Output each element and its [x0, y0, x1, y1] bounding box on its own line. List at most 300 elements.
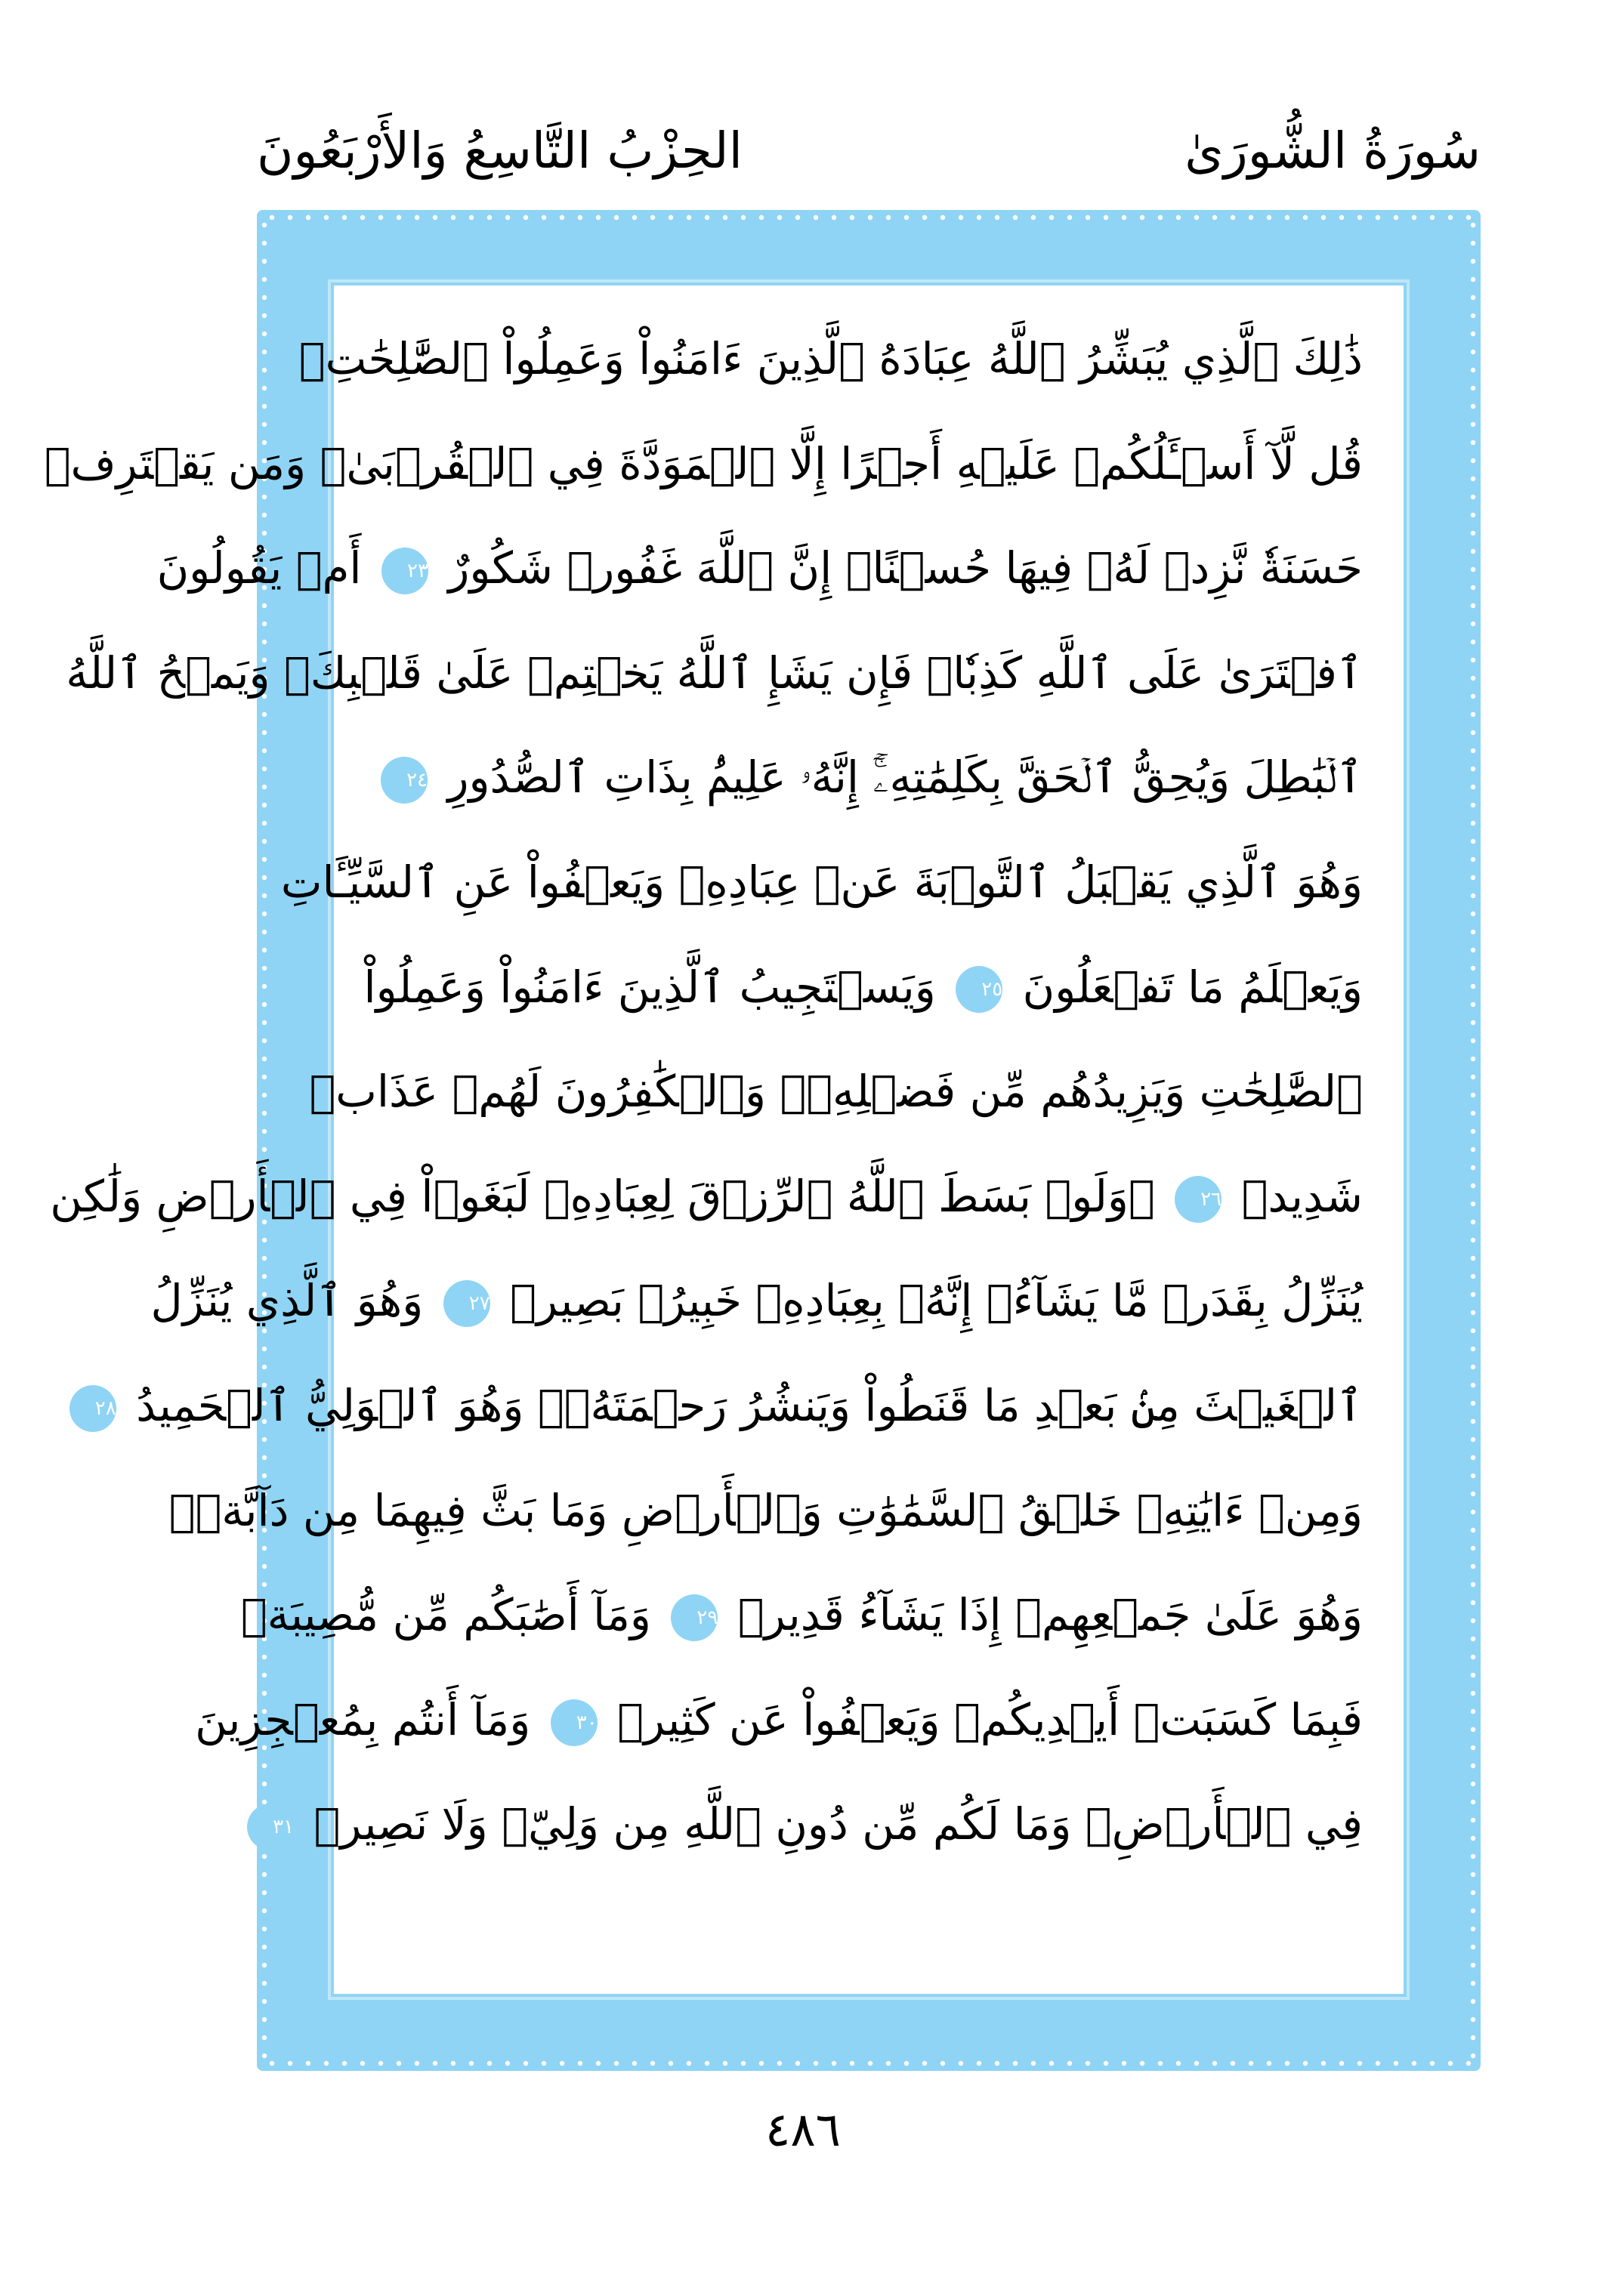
frame-dot	[262, 1020, 267, 1025]
frame-dot	[922, 2061, 927, 2066]
frame-dot	[1471, 277, 1475, 282]
frame-dot	[560, 215, 564, 220]
frame-dot	[1471, 1474, 1475, 1478]
frame-dot	[378, 2061, 383, 2066]
page-number: ٤٨٦	[765, 2102, 841, 2157]
frame-dot	[777, 215, 782, 220]
frame-dot	[687, 2061, 691, 2066]
frame-dot	[650, 2061, 655, 2066]
frame-dot	[324, 215, 329, 220]
frame-dot	[1471, 1872, 1475, 1877]
frame-dot	[904, 2061, 909, 2066]
frame-dot	[759, 215, 764, 220]
frame-dot	[1104, 215, 1108, 220]
surah-title: سُورَةُ الشُّورَىٰ	[1184, 122, 1481, 180]
frame-dot	[596, 2061, 601, 2066]
frame-dot	[1471, 1238, 1475, 1242]
frame-dot	[262, 748, 267, 753]
frame-dot	[1471, 1093, 1475, 1097]
frame-dot	[1321, 2061, 1326, 2066]
frame-dot	[1471, 1564, 1475, 1569]
frame-dot	[1086, 215, 1090, 220]
frame-dot	[1471, 386, 1475, 390]
frame-dot	[1448, 2061, 1453, 2066]
verse-text: قُل لَّآ أَسۡـَٔلُكُمۡ عَلَيۡهِ أَجۡرًا إِلَّا ٱلۡمَوَدَّةَ فِي ٱلۡقُرۡبَىٰۗ وَمَن يَقۡتَرِفۡ	[44, 437, 1363, 489]
verse-number-marker: ٢٩	[671, 1594, 718, 1641]
text-line	[298, 307, 1363, 412]
frame-dot	[596, 215, 601, 220]
frame-dot	[832, 2061, 836, 2066]
frame-dot	[1471, 1818, 1475, 1822]
frame-dot	[1249, 215, 1253, 220]
frame-dot	[262, 1129, 267, 1134]
frame-dot	[1471, 531, 1475, 535]
frame-dot	[1471, 1600, 1475, 1605]
frame-dot	[469, 2061, 474, 2066]
frame-dot	[759, 2061, 764, 2066]
frame-dot	[1471, 1057, 1475, 1061]
frame-dot	[262, 368, 267, 372]
frame-dot	[262, 350, 267, 354]
text-line	[50, 1144, 1363, 1249]
frame-dot	[687, 215, 691, 220]
frame-dot	[1471, 1546, 1475, 1551]
frame-dot	[1471, 2035, 1475, 2040]
frame-dot	[288, 2061, 292, 2066]
frame-dot	[1471, 1310, 1475, 1315]
frame-dot	[814, 2061, 818, 2066]
text-line	[94, 1353, 1363, 1458]
frame-dot	[977, 2061, 981, 2066]
frame-dot	[959, 215, 963, 220]
frame-dot	[262, 386, 267, 390]
frame-dot	[262, 332, 267, 336]
frame-dot	[1471, 930, 1475, 934]
text-line	[44, 412, 1363, 517]
frame-dot	[1176, 215, 1181, 220]
frame-dot	[1376, 2061, 1380, 2066]
frame-dot	[1471, 2017, 1475, 2022]
frame-dot	[262, 1057, 267, 1061]
frame-dot	[1430, 215, 1435, 220]
frame-dot	[1471, 1455, 1475, 1460]
frame-dot	[469, 215, 474, 220]
frame-dot	[1471, 1709, 1475, 1714]
frame-dot	[1471, 1727, 1475, 1732]
frame-dot	[1471, 1890, 1475, 1895]
frame-dot	[1471, 1764, 1475, 1768]
page-header	[257, 113, 1481, 196]
frame-dot	[487, 215, 492, 220]
verse-number-marker: ٣٠	[551, 1699, 598, 1746]
frame-dot	[262, 404, 267, 409]
frame-dot	[1466, 215, 1471, 220]
frame-dot	[487, 2061, 492, 2066]
frame-dot	[777, 2061, 782, 2066]
frame-dot	[542, 2061, 546, 2066]
frame-dot	[886, 215, 891, 220]
frame-dot	[1158, 2061, 1163, 2066]
verse-text: ٱفۡتَرَىٰ عَلَى ٱللَّهِ كَذِبٗاۖ فَإِن يَشَإِ ٱللَّهُ يَخۡتِمۡ عَلَىٰ قَلۡبِكَۗ وَيَمۡحُ ٱللَّهُ	[66, 647, 1363, 699]
frame-dot	[1321, 215, 1326, 220]
text-line	[66, 621, 1363, 726]
frame-dot	[705, 2061, 709, 2066]
verse-text: وَهُوَ ٱلَّذِي يُنَزِّلُ	[150, 1275, 424, 1327]
frame-dot	[1466, 2061, 1471, 2066]
frame-dot	[1067, 2061, 1072, 2066]
frame-dot	[1031, 2061, 1036, 2066]
frame-dot	[1471, 1909, 1475, 1913]
verse-text: وَمَآ أَنتُم بِمُعۡجِزِينَ	[195, 1693, 531, 1745]
frame-dot	[1471, 567, 1475, 572]
frame-dot	[1471, 984, 1475, 989]
frame-dot	[1471, 1220, 1475, 1224]
verse-text: وَيَعۡلَمُ مَا تَفۡعَلُونَ	[1022, 961, 1363, 1013]
frame-dot	[1471, 1183, 1475, 1188]
frame-dot	[1471, 422, 1475, 427]
frame-dot	[1339, 215, 1344, 220]
frame-dot	[1471, 1963, 1475, 1967]
frame-dot	[1471, 1075, 1475, 1079]
frame-dot	[1303, 2061, 1308, 2066]
text-line	[280, 830, 1363, 935]
frame-dot	[1412, 215, 1416, 220]
verse-text: فَبِمَا كَسَبَتۡ أَيۡدِيكُمۡ وَيَعۡفُواْ عَن كَثِيرٖ	[617, 1693, 1363, 1745]
frame-dot	[262, 1075, 267, 1079]
frame-dot	[262, 912, 267, 916]
frame-dot	[1471, 785, 1475, 789]
frame-dot	[262, 893, 267, 898]
frame-dot	[415, 215, 419, 220]
frame-dot	[342, 215, 347, 220]
frame-dot	[1471, 241, 1475, 245]
frame-dot	[1471, 640, 1475, 644]
text-line	[168, 1458, 1363, 1563]
frame-dot	[578, 2061, 582, 2066]
frame-dot	[1471, 1020, 1475, 1025]
frame-dot	[262, 839, 267, 844]
frame-dot	[342, 2061, 347, 2066]
frame-dot	[1471, 1981, 1475, 1986]
frame-dot	[850, 2061, 854, 2066]
frame-dot	[378, 215, 383, 220]
frame-dot	[705, 215, 709, 220]
quran-text-area	[44, 285, 1404, 1994]
verse-number-marker: ٢٨	[69, 1385, 116, 1432]
frame-dot	[1471, 1945, 1475, 1949]
frame-dot	[270, 215, 274, 220]
frame-dot	[1086, 2061, 1090, 2066]
frame-dot	[262, 803, 267, 807]
frame-dot	[1471, 477, 1475, 481]
frame-dot	[1471, 676, 1475, 680]
frame-dot	[1471, 1329, 1475, 1333]
frame-dot	[1471, 440, 1475, 445]
verse-text: ۞وَلَوۡ بَسَطَ ٱللَّهُ ٱلرِّزۡقَ لِعِبَادِهِۦ لَبَغَوۡاْ فِي ٱلۡأَرۡضِ وَلَٰكِن	[50, 1170, 1155, 1222]
frame-dot	[1471, 1202, 1475, 1206]
frame-dot	[1471, 748, 1475, 753]
frame-dot	[1471, 1619, 1475, 1623]
frame-dot	[1471, 1437, 1475, 1442]
frame-dot	[741, 215, 746, 220]
frame-dot	[1471, 1637, 1475, 1641]
frame-dot	[397, 215, 401, 220]
verse-text: وَمِنۡ ءَايَٰتِهِۦ خَلۡقُ ٱلسَّمَٰوَٰتِ وَٱلۡأَرۡضِ وَمَا بَثَّ فِيهِمَا مِن دَآبَّةٖۚ	[168, 1484, 1363, 1536]
frame-dot	[1471, 912, 1475, 916]
frame-dot	[1471, 1528, 1475, 1532]
frame-dot	[723, 2061, 727, 2066]
frame-dot	[723, 215, 727, 220]
verse-number-marker: ٢٤	[381, 757, 428, 804]
frame-dot	[1471, 1582, 1475, 1587]
frame-dot	[306, 215, 310, 220]
frame-dot	[288, 215, 292, 220]
frame-dot	[262, 2017, 267, 2022]
frame-dot	[940, 215, 945, 220]
frame-dot	[1357, 2061, 1362, 2066]
frame-dot	[1471, 1782, 1475, 1786]
frame-dot	[1176, 2061, 1181, 2066]
verse-number-marker: ٣١	[247, 1804, 294, 1850]
frame-dot	[415, 2061, 419, 2066]
frame-dot	[814, 215, 818, 220]
frame-dot	[1471, 1401, 1475, 1406]
text-line	[309, 1039, 1363, 1144]
verse-text: وَهُوَ عَلَىٰ جَمۡعِهِمۡ إِذَا يَشَآءُ قَدِيرٞ	[737, 1589, 1363, 1641]
frame-dot	[262, 241, 267, 245]
frame-dot	[632, 215, 637, 220]
verse-text: شَدِيدٞ	[1241, 1170, 1363, 1222]
frame-dot	[1471, 1492, 1475, 1496]
frame-dot	[1471, 857, 1475, 862]
frame-dot	[1471, 1038, 1475, 1043]
frame-dot	[1471, 585, 1475, 590]
verse-text: حَسَنَةٗ نَّزِدۡ لَهُۥ فِيهَا حُسۡنًاۚ إِنَّ ٱللَّهَ غَفُورٞ شَكُورٌ	[448, 542, 1363, 594]
frame-dot	[1122, 215, 1126, 220]
frame-dot	[1471, 603, 1475, 608]
frame-dot	[505, 2061, 510, 2066]
verse-number-marker: ٢٦	[1175, 1176, 1221, 1223]
frame-dot	[270, 2061, 274, 2066]
frame-dot	[1471, 1002, 1475, 1007]
frame-dot	[614, 2061, 619, 2066]
verse-text: ٱلۡغَيۡثَ مِنۢ بَعۡدِ مَا قَنَطُواْ وَيَنشُرُ رَحۡمَتَهُۥۚ وَهُوَ ٱلۡوَلِيُّ ٱلۡحَمِيدُ	[136, 1379, 1363, 1431]
frame-dot	[632, 2061, 637, 2066]
frame-dot	[1471, 259, 1475, 264]
frame-dot	[262, 1909, 267, 1913]
frame-dot	[1471, 966, 1475, 971]
verse-text: وَهُوَ ٱلَّذِي يَقۡبَلُ ٱلتَّوۡبَةَ عَنۡ عِبَادِهِۦ وَيَعۡفُواْ عَنِ ٱلسَّيِّـَٔاتِ	[280, 856, 1363, 908]
frame-dot	[1394, 2061, 1398, 2066]
frame-dot	[1471, 767, 1475, 771]
hizb-title: الحِزْبُ التَّاسِعُ وَالأَرْبَعُونَ	[257, 122, 743, 180]
frame-dot	[959, 2061, 963, 2066]
frame-dot	[1140, 2061, 1144, 2066]
frame-dot	[324, 2061, 329, 2066]
frame-dot	[1104, 2061, 1108, 2066]
frame-dot	[1013, 215, 1018, 220]
frame-dot	[262, 1927, 267, 1931]
frame-dot	[1471, 1256, 1475, 1261]
frame-dot	[1049, 215, 1054, 220]
frame-dot	[1471, 821, 1475, 826]
frame-dot	[995, 2061, 999, 2066]
verse-text: فِي ٱلۡأَرۡضِۖ وَمَا لَكُم مِّن دُونِ ٱللَّهِ مِن وَلِيّٖ وَلَا نَصِيرٖ	[313, 1798, 1363, 1850]
frame-dot	[1013, 2061, 1018, 2066]
frame-dot	[1471, 495, 1475, 499]
frame-dot	[1471, 513, 1475, 517]
verse-number-marker: ٢٥	[956, 966, 1002, 1013]
frame-dot	[1471, 622, 1475, 626]
frame-dot	[1471, 658, 1475, 662]
frame-dot	[1158, 215, 1163, 220]
frame-dot	[433, 215, 437, 220]
frame-dot	[262, 966, 267, 971]
frame-dot	[262, 984, 267, 989]
frame-dot	[262, 1111, 267, 1116]
frame-dot	[1471, 458, 1475, 463]
frame-dot	[1471, 893, 1475, 898]
verse-text: وَمَآ أَصَٰبَكُم مِّن مُّصِيبَةٖ	[240, 1589, 651, 1641]
frame-dot	[1471, 839, 1475, 844]
frame-dot	[669, 2061, 673, 2066]
frame-dot	[262, 1963, 267, 1967]
frame-dot	[850, 215, 854, 220]
frame-dot	[262, 1002, 267, 1007]
frame-dot	[1194, 215, 1199, 220]
frame-dot	[262, 313, 267, 318]
verse-text: وَيَسۡتَجِيبُ ٱلَّذِينَ ءَامَنُواْ وَعَمِلُواْ	[363, 961, 936, 1013]
frame-dot	[1471, 1347, 1475, 1351]
verse-text: ٱلصَّٰلِحَٰتِ وَيَزِيدُهُم مِّن فَضۡلِهِۦۚ وَٱلۡكَٰفِرُونَ لَهُمۡ عَذَابٞ	[309, 1066, 1363, 1118]
frame-dot	[262, 1999, 267, 2004]
frame-dot	[1357, 215, 1362, 220]
frame-dot	[669, 215, 673, 220]
verse-text: ٱلۡبَٰطِلَ وَيُحِقُّ ٱلۡحَقَّ بِكَلِمَٰتِهِۦٓۚ إِنَّهُۥ عَلِيمُۢ بِذَاتِ ٱلصُّدُورِ	[447, 751, 1363, 804]
verse-text: أَمۡ يَقُولُونَ	[156, 542, 362, 594]
frame-dot	[262, 1945, 267, 1949]
frame-dot	[1376, 215, 1380, 220]
frame-dot	[542, 215, 546, 220]
frame-dot	[262, 730, 267, 735]
frame-dot	[262, 948, 267, 952]
frame-dot	[262, 767, 267, 771]
frame-dot	[1267, 215, 1271, 220]
decorative-frame	[44, 210, 1481, 2071]
frame-dot	[262, 2054, 267, 2058]
frame-dot	[262, 875, 267, 880]
frame-dot	[1394, 215, 1398, 220]
frame-dot	[1471, 223, 1475, 227]
frame-dot	[306, 2061, 310, 2066]
frame-dot	[1471, 350, 1475, 354]
frame-dot	[1303, 215, 1308, 220]
frame-dot	[1212, 2061, 1217, 2066]
frame-dot	[1471, 730, 1475, 735]
frame-dot	[995, 215, 999, 220]
frame-dot	[505, 215, 510, 220]
frame-dot	[922, 215, 927, 220]
frame-dot	[1471, 875, 1475, 880]
frame-dot	[1471, 1383, 1475, 1387]
text-line	[375, 725, 1363, 830]
frame-dot	[1140, 215, 1144, 220]
frame-dot	[1031, 215, 1036, 220]
frame-dot	[360, 2061, 365, 2066]
frame-dot	[262, 277, 267, 282]
frame-dot	[1471, 332, 1475, 336]
frame-dot	[262, 1093, 267, 1097]
frame-dot	[1471, 1510, 1475, 1514]
frame-dot	[1471, 404, 1475, 409]
verse-text: ذَٰلِكَ ٱلَّذِي يُبَشِّرُ ٱللَّهُ عِبَادَهُ ٱلَّذِينَ ءَامَنُواْ وَعَمِلُواْ ٱلصَّٰلِحَٰتِۗ	[298, 333, 1363, 384]
frame-dot	[904, 215, 909, 220]
frame-dot	[560, 2061, 564, 2066]
frame-dot	[1471, 295, 1475, 300]
frame-dot	[1430, 2061, 1435, 2066]
frame-dot	[1285, 2061, 1289, 2066]
frame-dot	[1471, 948, 1475, 952]
frame-dot	[1471, 1274, 1475, 1279]
frame-dot	[578, 215, 582, 220]
frame-dot	[1212, 215, 1217, 220]
frame-dot	[1471, 712, 1475, 717]
text-line	[150, 1248, 1363, 1353]
frame-dot	[262, 1038, 267, 1043]
verse-number-marker: ٢٣	[381, 548, 428, 594]
frame-dot	[1471, 368, 1475, 372]
frame-dot	[1285, 215, 1289, 220]
frame-dot	[886, 2061, 891, 2066]
frame-dot	[451, 215, 456, 220]
frame-dot	[940, 2061, 945, 2066]
frame-dot	[397, 2061, 401, 2066]
frame-dot	[1471, 1691, 1475, 1696]
frame-dot	[360, 215, 365, 220]
frame-dot	[1339, 2061, 1344, 2066]
frame-dot	[1448, 215, 1453, 220]
frame-dot	[1194, 2061, 1199, 2066]
frame-dot	[1471, 313, 1475, 318]
frame-dot	[523, 215, 528, 220]
frame-dot	[1249, 2061, 1253, 2066]
frame-dot	[1471, 803, 1475, 807]
frame-dot	[1471, 1292, 1475, 1297]
frame-dot	[741, 2061, 746, 2066]
frame-dot	[1471, 1999, 1475, 2004]
frame-dot	[1471, 1927, 1475, 1931]
frame-dot	[795, 2061, 800, 2066]
frame-dot	[868, 2061, 872, 2066]
frame-dot	[1471, 1129, 1475, 1134]
frame-dot	[1471, 2054, 1475, 2058]
frame-dot	[1471, 1655, 1475, 1659]
frame-dot	[1231, 215, 1235, 220]
frame-dot	[1471, 1147, 1475, 1152]
frame-dot	[614, 215, 619, 220]
frame-dot	[1471, 1854, 1475, 1859]
frame-dot	[262, 1981, 267, 1986]
frame-dot	[832, 215, 836, 220]
frame-dot	[1471, 1111, 1475, 1116]
frame-dot	[977, 215, 981, 220]
text-line	[240, 1563, 1363, 1668]
frame-dot	[1471, 1745, 1475, 1750]
frame-dot	[1471, 1673, 1475, 1677]
frame-dot	[1471, 1165, 1475, 1170]
frame-dot	[868, 215, 872, 220]
frame-dot	[262, 223, 267, 227]
